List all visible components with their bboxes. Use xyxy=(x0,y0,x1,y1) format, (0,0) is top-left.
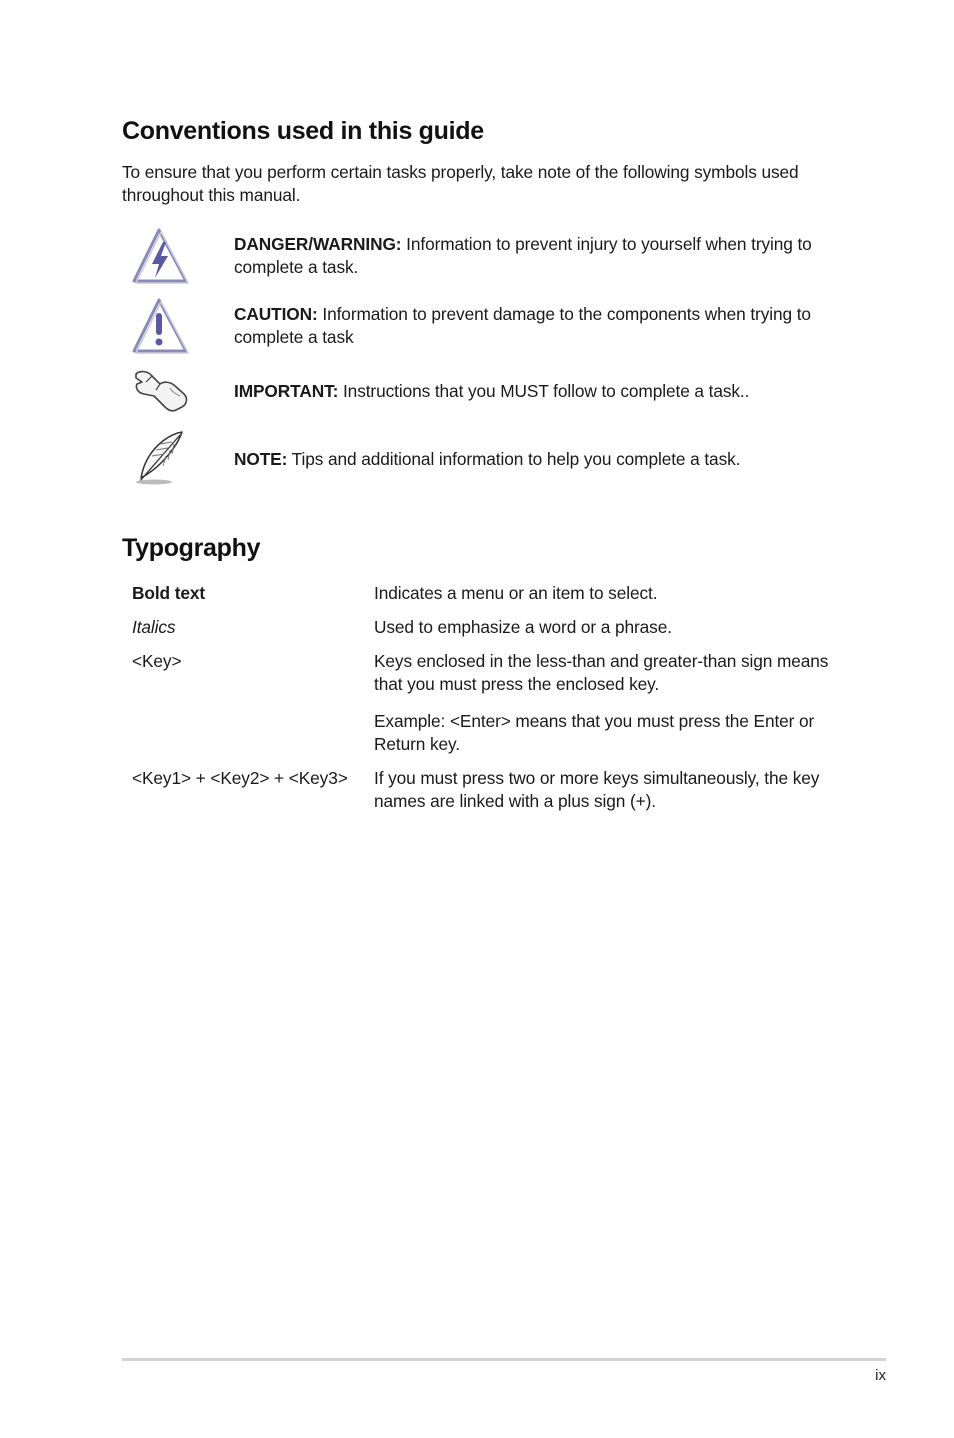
important-description: Instructions that you MUST follow to complete a task.. xyxy=(338,381,750,401)
typography-heading: Typography xyxy=(122,534,261,562)
note-label: NOTE: xyxy=(234,449,288,469)
note-feather-icon xyxy=(130,428,192,488)
danger-warning-description: Information to prevent injury to yourself when trying to complete a task. xyxy=(234,234,812,277)
danger-warning-label: DANGER/WARNING: xyxy=(234,234,402,254)
caution-description: Information to prevent damage to the components when trying to complete a task xyxy=(234,304,811,347)
important-hand-icon xyxy=(130,366,192,426)
danger-warning-icon xyxy=(130,226,192,286)
typography-term-key-combo: <Key1> + <Key2> + <Key3> xyxy=(132,768,348,788)
caution-label: CAUTION: xyxy=(234,304,318,324)
typography-description-bold: Indicates a menu or an item to select. xyxy=(374,583,658,603)
important-label: IMPORTANT: xyxy=(234,381,339,401)
important-text xyxy=(234,380,834,403)
caution-text xyxy=(234,303,834,349)
conventions-intro: To ensure that you perform certain tasks properly, take note of the following symbols used throughout this manual. xyxy=(122,162,799,205)
typography-term-bold: Bold text xyxy=(132,583,206,603)
typography-term-italics: Italics xyxy=(132,617,176,637)
typography-description-key: Keys enclosed in the less-than and greater-than sign means that you must press the enclosed key. xyxy=(374,651,829,694)
typography-description-key-combo: If you must press two or more keys simultaneously, the key names are linked with a plus sign (+). xyxy=(374,768,820,811)
note-description: Tips and additional information to help you complete a task. xyxy=(287,449,741,469)
note-text xyxy=(234,448,834,471)
conventions-heading: Conventions used in this guide xyxy=(122,117,484,145)
typography-term-key: <Key> xyxy=(132,651,182,671)
footer-rule xyxy=(122,1358,886,1361)
typography-description-italics: Used to emphasize a word or a phrase. xyxy=(374,617,672,637)
caution-icon xyxy=(130,296,192,356)
danger-warning-text xyxy=(234,233,834,279)
page-number: ix xyxy=(875,1367,886,1384)
typography-description-example: Example: <Enter> means that you must press the Enter or Return key. xyxy=(374,711,815,754)
